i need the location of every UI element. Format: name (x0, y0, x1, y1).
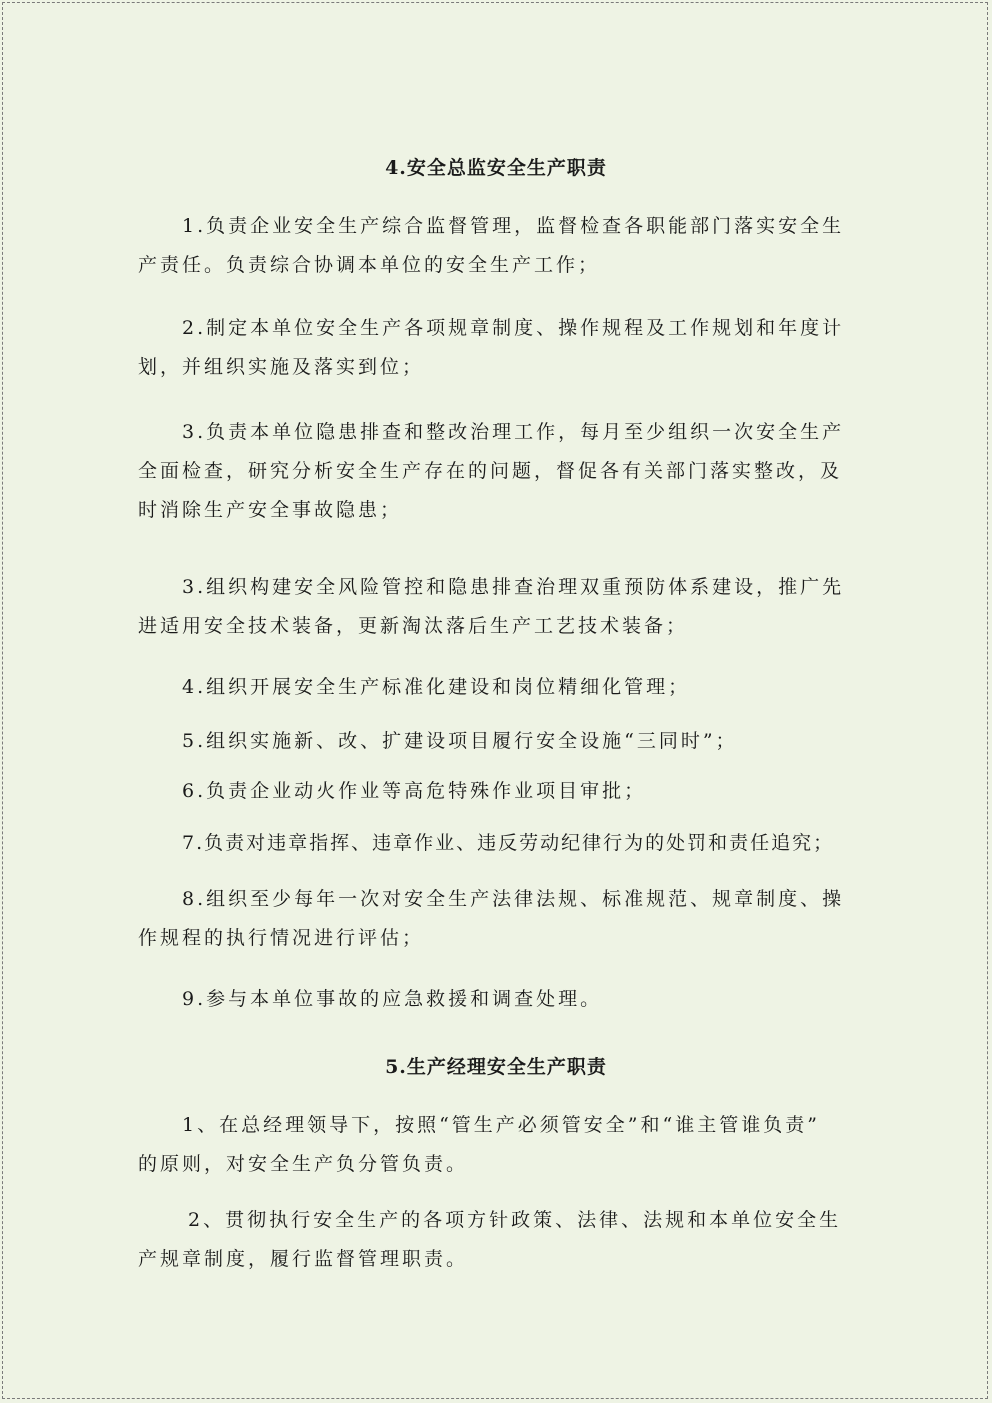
paragraph-4-7 (138, 824, 874, 863)
paragraph-4-8 (138, 880, 874, 958)
paragraph-line: 1、在总经理领导下，按照“管生产必须管安全”和“谁主管谁负责” (182, 1114, 820, 1136)
paragraph-line: 3.负责本单位隐患排查和整改治理工作，每月至少组织一次安全生产 (182, 421, 845, 443)
section-heading-4: 4.安全总监安全生产职责 (385, 157, 607, 179)
paragraph-4-4 (138, 668, 874, 707)
paragraph-line: 进适用安全技术装备，更新淘汰落后生产工艺技术装备； (138, 615, 689, 637)
section-heading-5: 5.生产经理安全生产职责 (385, 1056, 607, 1078)
paragraph-line: 划，并组织实施及落实到位； (138, 356, 425, 378)
paragraph-4-5 (138, 722, 874, 761)
paragraph-4-3a (138, 413, 874, 530)
paragraph-4-6 (138, 772, 874, 811)
paragraph-4-2 (138, 309, 874, 387)
paragraph-line: 全面检查，研究分析安全生产存在的问题，督促各有关部门落实整改，及 (138, 460, 843, 482)
paragraph-line: 5.组织实施新、改、扩建设项目履行安全设施“三同时”； (182, 730, 738, 752)
paragraph-line: 2、贯彻执行安全生产的各项方针政策、法律、法规和本单位安全生 (188, 1209, 842, 1231)
paragraph-line: 的原则，对安全生产负分管负责。 (138, 1153, 469, 1175)
paragraph-line: 7.负责对违章指挥、违章作业、违反劳动纪律行为的处罚和责任追究； (182, 832, 835, 854)
paragraph-line: 1.负责企业安全生产综合监督管理，监督检查各职能部门落实安全生 (182, 215, 845, 237)
paragraph-line: 作规程的执行情况进行评估； (138, 927, 425, 949)
paragraph-5-2 (138, 1201, 874, 1279)
paragraph-4-3b (138, 568, 874, 646)
paragraph-5-1 (138, 1106, 874, 1184)
paragraph-line: 产规章制度，履行监督管理职责。 (138, 1248, 469, 1270)
paragraph-line: 6.负责企业动火作业等高危特殊作业项目审批； (182, 780, 647, 802)
paragraph-line: 产责任。负责综合协调本单位的安全生产工作； (138, 254, 601, 276)
paragraph-4-9 (138, 980, 874, 1019)
paragraph-line: 4.组织开展安全生产标准化建设和岗位精细化管理； (182, 676, 691, 698)
paragraph-4-1 (138, 207, 874, 285)
paragraph-line: 2.制定本单位安全生产各项规章制度、操作规程及工作规划和年度计 (182, 317, 845, 339)
paragraph-line: 时消除生产安全事故隐患； (138, 499, 403, 521)
paragraph-line: 3.组织构建安全风险管控和隐患排查治理双重预防体系建设，推广先 (182, 576, 845, 598)
paragraph-line: 8.组织至少每年一次对安全生产法律法规、标准规范、规章制度、操 (182, 888, 845, 910)
paragraph-line: 9.参与本单位事故的应急救援和调查处理。 (182, 988, 603, 1010)
